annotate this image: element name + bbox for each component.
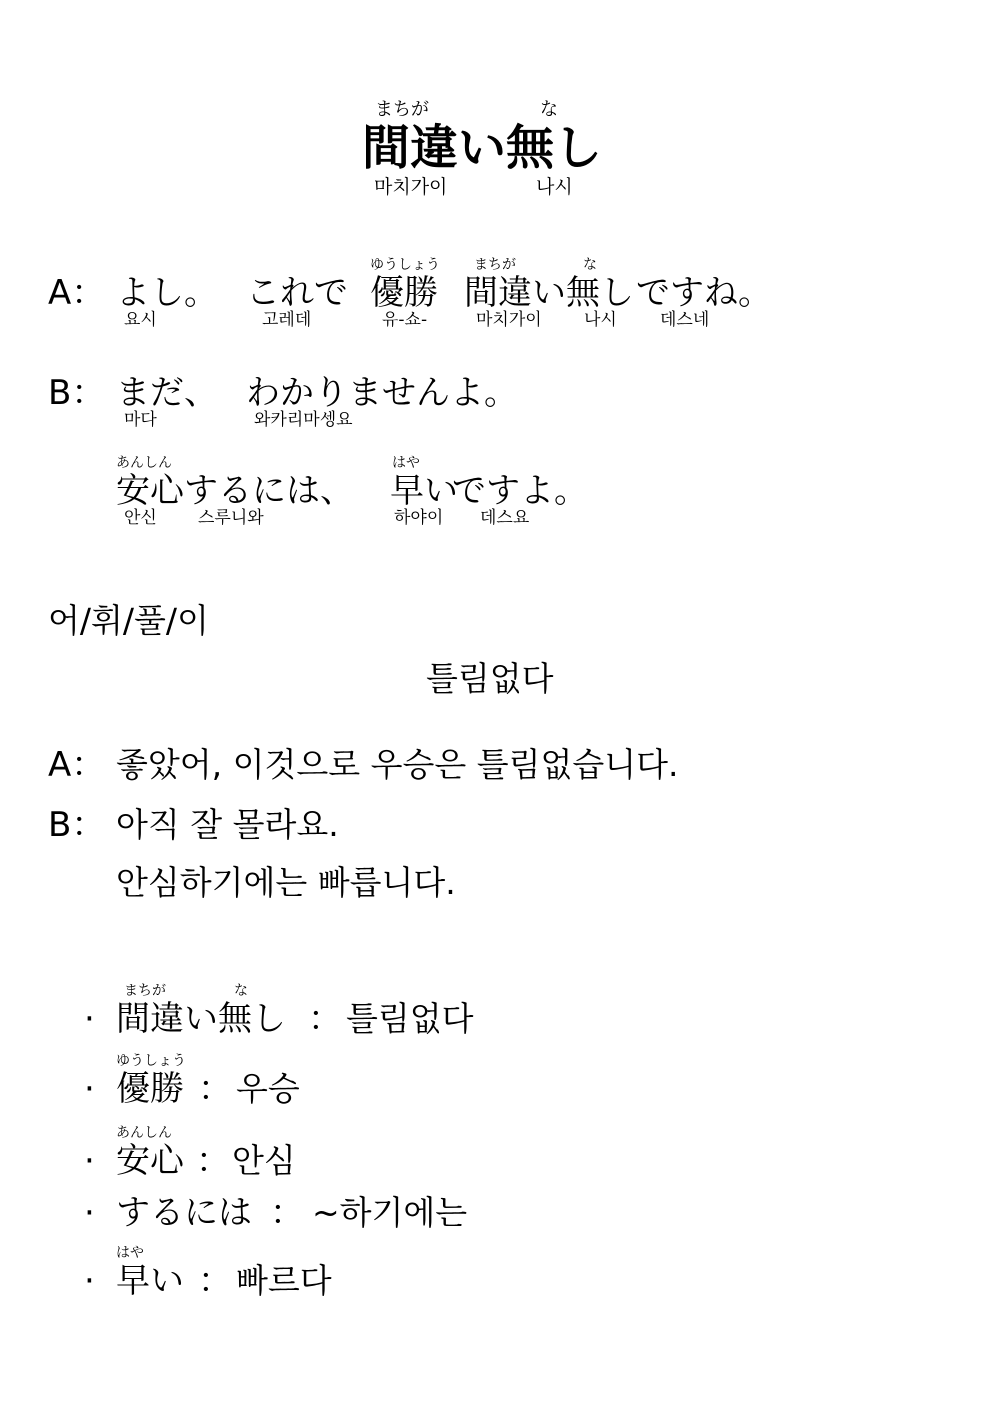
gloss-3-sep: ： (196, 1141, 230, 1181)
title-ruby-na: な (540, 99, 558, 120)
line-a-yoshi: よし。 (116, 273, 218, 313)
title-kor-machigai: 마치가이 (374, 176, 448, 198)
ruby-haya: はや (392, 455, 420, 471)
ruby-machiga: まちが (474, 257, 516, 273)
line-b-wakarimasen: わかりませんよ。 (246, 373, 518, 413)
trans-a-text: 좋았어, 이것으로 우승은 틀림없습니다. (116, 745, 679, 784)
trans-b-text: 아직 잘 몰라요. (116, 805, 339, 844)
kor-desuyo: 데스요 (480, 508, 530, 528)
gloss-3-term: 安心 (116, 1141, 184, 1181)
title-ruby-machiga: まちが (375, 99, 429, 120)
kor-hayai: 하야이 (394, 508, 444, 528)
gloss-4-meaning: ~하기에는 (312, 1193, 468, 1232)
kor-mada: 마다 (124, 410, 157, 430)
line-b2-suruniwa: するには、 (184, 471, 354, 511)
gloss-3-meaning: 안심 (232, 1141, 296, 1180)
gloss-5-term: 早い (116, 1261, 184, 1301)
gloss-2-bullet: · (84, 1069, 95, 1109)
page-title: 間違い無し (362, 120, 603, 176)
speaker-a-label: A： (48, 273, 106, 313)
kor-korede: 고레데 (262, 310, 312, 330)
gloss-5-sep: ： (198, 1261, 232, 1301)
line-b2-desuyo: ですよ。 (452, 471, 588, 511)
line-a-korede: これで (246, 273, 348, 313)
line-a-desune: ですね。 (636, 273, 772, 313)
kor-desune: 데스네 (660, 310, 710, 330)
kor-suruniwa: 스루니와 (198, 508, 264, 528)
gloss-3-bullet: · (84, 1141, 95, 1181)
gloss-4-bullet: · (84, 1193, 95, 1233)
ruby-anshin: あんしん (116, 455, 172, 471)
gloss-1-bullet: · (84, 999, 95, 1039)
gloss-1-term: 間違い無し (116, 999, 286, 1039)
kor-yuushou: 유-쇼- (382, 310, 428, 330)
gloss-4-sep: ： (270, 1193, 304, 1233)
line-a-yuushou: 優勝 (370, 273, 438, 313)
kor-wakarimasen: 와카리마셍요 (254, 410, 353, 430)
gloss-2-meaning: 우승 (236, 1069, 300, 1108)
line-a-machigainashi: 間違い無し (464, 273, 634, 313)
line-b2-anshin: 安心 (116, 471, 184, 511)
gloss-4-term: するには (116, 1193, 252, 1233)
gloss-1-meaning: 틀림없다 (346, 999, 474, 1038)
gloss-2-term: 優勝 (116, 1069, 184, 1109)
gloss-5-bullet: · (84, 1261, 95, 1301)
gloss-2-ruby1: ゆうしょう (116, 1053, 186, 1069)
trans-b-label: B： (48, 805, 106, 845)
gloss-5-meaning: 빠르다 (236, 1261, 332, 1300)
kor-yoshi: 요시 (124, 310, 157, 330)
vocab-meaning: 틀림없다 (426, 659, 554, 698)
trans-a-label: A： (48, 745, 106, 785)
kor-nashi: 나시 (584, 310, 617, 330)
gloss-1-ruby1: まちが (124, 983, 166, 999)
gloss-1-sep: ： (308, 999, 342, 1039)
gloss-3-ruby1: あんしん (116, 1125, 172, 1141)
line-b2-hayai: 早い (390, 471, 458, 511)
vocab-heading: 어/휘/풀/이 (48, 601, 209, 640)
gloss-1-ruby2: な (234, 983, 248, 999)
kor-anshin: 안신 (124, 508, 157, 528)
gloss-5-ruby1: はや (116, 1245, 144, 1261)
ruby-na: な (583, 257, 597, 273)
kor-machigai: 마치가이 (476, 310, 542, 330)
speaker-b-label: B： (48, 373, 106, 413)
title-kor-nashi: 나시 (536, 176, 573, 198)
line-b-mada: まだ、 (116, 373, 218, 413)
trans-b2-text: 안심하기에는 빠릅니다. (116, 863, 456, 902)
gloss-2-sep: ： (198, 1069, 232, 1109)
ruby-yuushou: ゆうしょう (370, 257, 440, 273)
